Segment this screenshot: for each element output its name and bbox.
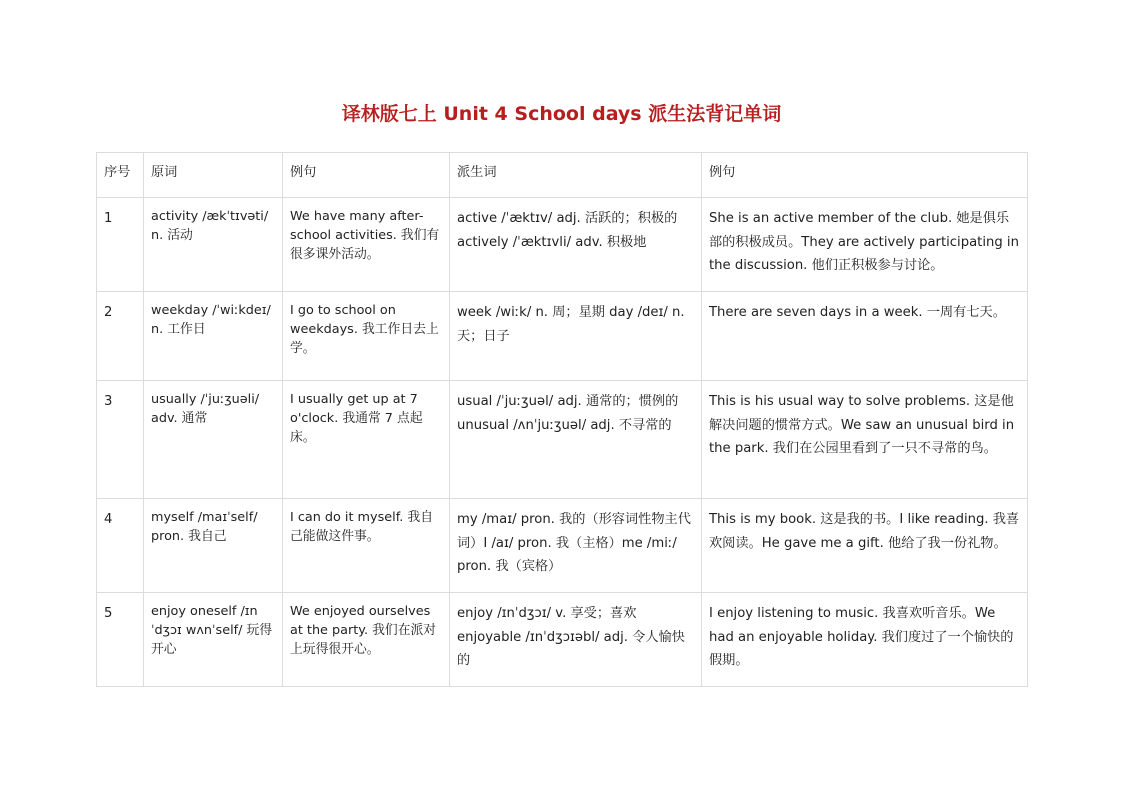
table-row [97,198,1028,292]
cell-number: 1 [97,198,144,292]
header-example: 例句 [283,153,450,198]
cell-original-word: myself /maɪˈself/ pron. 我自己 [144,499,283,593]
cell-number: 4 [97,499,144,593]
vocabulary-table [96,152,1028,687]
cell-derived-example: There are seven days in a week. 一周有七天。 [702,292,1028,381]
cell-derived-word: my /maɪ/ pron. 我的（形容词性物主代词）I /aɪ/ pron. 我（主格）me /miː/ pron. 我（宾格） [450,499,702,593]
table-row [97,593,1028,687]
cell-derived-example: This is his usual way to solve problems. 这是他解决问题的惯常方式。We saw an unusual bird in the park. 我们在公园里看到了一只不寻常的鸟。 [702,381,1028,499]
cell-number: 5 [97,593,144,687]
cell-derived-example: I enjoy listening to music. 我喜欢听音乐。We had an enjoyable holiday. 我们度过了一个愉快的假期。 [702,593,1028,687]
cell-original-word: enjoy oneself /ɪnˈdʒɔɪ wʌnˈself/ 玩得开心 [144,593,283,687]
header-number: 序号 [97,153,144,198]
cell-example: We enjoyed ourselves at the party. 我们在派对上玩得很开心。 [283,593,450,687]
cell-example: We have many after-school activities. 我们有很多课外活动。 [283,198,450,292]
cell-original-word: activity /ækˈtɪvəti/ n. 活动 [144,198,283,292]
page-title: 译林版七上 Unit 4 School days 派生法背记单词 [341,103,782,125]
header-original-word: 原词 [144,153,283,198]
table-row [97,499,1028,593]
header-derived-word: 派生词 [450,153,702,198]
cell-original-word: weekday /ˈwiːkdeɪ/ n. 工作日 [144,292,283,381]
header-derived-example: 例句 [702,153,1028,198]
cell-number: 2 [97,292,144,381]
cell-example: I usually get up at 7 o'clock. 我通常 7 点起床。 [283,381,450,499]
table-row [97,292,1028,381]
table-header-row [97,153,1028,198]
cell-example: I can do it myself. 我自己能做这件事。 [283,499,450,593]
cell-original-word: usually /ˈjuːʒuəli/ adv. 通常 [144,381,283,499]
cell-derived-word: usual /ˈjuːʒuəl/ adj. 通常的；惯例的 unusual /ʌnˈjuːʒuəl/ adj. 不寻常的 [450,381,702,499]
cell-derived-example: She is an active member of the club. 她是俱乐部的积极成员。They are actively participating in the discussion. 他们正积极参与讨论。 [702,198,1028,292]
cell-derived-word: enjoy /ɪnˈdʒɔɪ/ v. 享受；喜欢 enjoyable /ɪnˈdʒɔɪəbl/ adj. 令人愉快的 [450,593,702,687]
cell-number: 3 [97,381,144,499]
cell-derived-example: This is my book. 这是我的书。I like reading. 我喜欢阅读。He gave me a gift. 他给了我一份礼物。 [702,499,1028,593]
cell-example: I go to school on weekdays. 我工作日去上学。 [283,292,450,381]
table-row [97,381,1028,499]
cell-derived-word: active /ˈæktɪv/ adj. 活跃的；积极的 actively /ˈæktɪvli/ adv. 积极地 [450,198,702,292]
cell-derived-word: week /wiːk/ n. 周；星期 day /deɪ/ n. 天；日子 [450,292,702,381]
